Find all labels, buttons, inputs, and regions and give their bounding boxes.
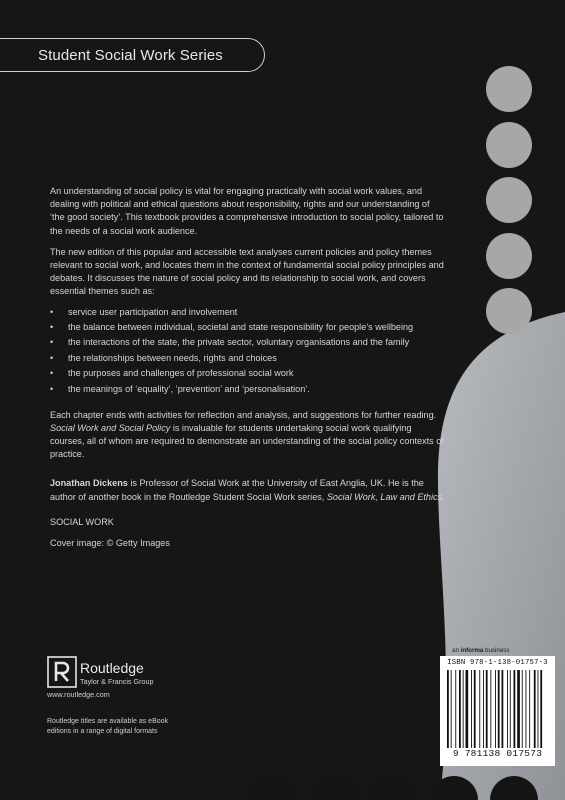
book-title: Social Work and Social Policy [50, 422, 171, 433]
blurb [50, 185, 445, 558]
informa-brand: informa [460, 647, 484, 654]
decorative-circle [486, 233, 532, 279]
barcode-bar [486, 670, 488, 748]
barcode-bar [522, 670, 523, 748]
informa-prefix: an [452, 647, 461, 654]
author-bio: is Professor of Social Work at the University of East Anglia, UK. He is the author of another book in the Routledge Student Social Work series, [50, 478, 424, 502]
ebook-note: Routledge titles are available as eBook editions in a range of digital formats [47, 718, 169, 735]
informa-business-label [452, 647, 509, 654]
barcode-bar [510, 670, 511, 748]
list-item: • the meanings of ‘equality’, ‘prevention’ and ‘personalisation’. [50, 384, 445, 395]
list-item: • the relationships between needs, rights and choices [50, 353, 445, 364]
barcode-bar [507, 670, 508, 748]
barcode-bar [495, 670, 496, 748]
barcode-bar [517, 670, 520, 748]
barcode-bars [444, 670, 550, 748]
list-item: • the purposes and challenges of professional social work [50, 368, 445, 379]
barcode-bar [459, 670, 461, 748]
author-other-book: Social Work, Law and Ethics [326, 491, 443, 502]
publisher-group: Taylor & Francis Group [80, 677, 154, 686]
barcode-bar [538, 670, 539, 748]
routledge-logo-icon [47, 656, 77, 688]
barcode-bar [451, 670, 452, 748]
themes-list [50, 307, 445, 395]
list-item: • the balance between individual, societal and state responsibility for people’s wellbeing [50, 322, 445, 333]
barcode-bar [514, 670, 516, 748]
isbn-label: ISBN 978-1-138-01757-3 [447, 659, 548, 667]
intro-paragraph: An understanding of social policy is vital for engaging practically with social work values, and dealing with political and ethical questions about responsibility, rights and our understanding of ‘the good society’. This textbook provides a comprehensive introduction to social policy, tailored to the needs of a social work audience. [50, 186, 444, 236]
informa-suffix: business [483, 647, 510, 654]
barcode-bar [526, 670, 527, 748]
author-bio-end: . [442, 491, 445, 502]
barcode-bar [498, 670, 500, 748]
barcode-bar [502, 670, 504, 748]
cover-credit: Cover image: © Getty Images [50, 538, 170, 548]
decorative-circle [486, 122, 532, 168]
list-item: • service user participation and involvement [50, 307, 445, 318]
barcode-bar [540, 670, 542, 748]
barcode-bar [455, 670, 456, 748]
barcode-bar [474, 670, 476, 748]
decorative-circle [486, 288, 532, 334]
book-title-text: is invaluable for students undertaking social work qualifying courses, all of whom are required to demonstrate an understanding of the social policy contexts of practice. [50, 422, 444, 460]
barcode-bar [534, 670, 536, 748]
isbn-barcode [440, 656, 555, 766]
category-label: SOCIAL WORK [50, 516, 114, 527]
publisher-name: Routledge [80, 660, 144, 676]
author-paragraph [50, 477, 445, 503]
barcode-bar [471, 670, 472, 748]
barcode-bar [490, 670, 491, 748]
list-item: • the interactions of the state, the private sector, voluntary organisations and the family [50, 337, 445, 348]
edition-paragraph: The new edition of this popular and accessible text analyses current policies and policy themes relevant to social work, and locates them in the context of fundamental social policy principles and debates. It discusses the nature of social policy and its relationship to social work, and covers essential themes such as: [50, 246, 444, 297]
decorative-circle [486, 66, 532, 112]
barcode-bar [463, 670, 464, 748]
barcode-bar [479, 670, 480, 748]
barcode-bar [529, 670, 530, 748]
series-title: Student Social Work Series [38, 46, 223, 64]
decorative-circle [486, 177, 532, 223]
chapter-paragraph [50, 409, 445, 462]
author-name: Jonathan Dickens [50, 478, 128, 489]
series-label-box [0, 38, 265, 72]
barcode-bar [466, 670, 469, 748]
barcode-bar [447, 670, 449, 748]
chapter-text: Each chapter ends with activities for reflection and analysis, and suggestions for further reading. [50, 409, 437, 420]
barcode-bar [483, 670, 484, 748]
publisher-url: www.routledge.com [47, 690, 110, 699]
routledge-logo-r-mark [56, 663, 68, 681]
barcode-number: 9 781138 017573 [452, 748, 543, 759]
